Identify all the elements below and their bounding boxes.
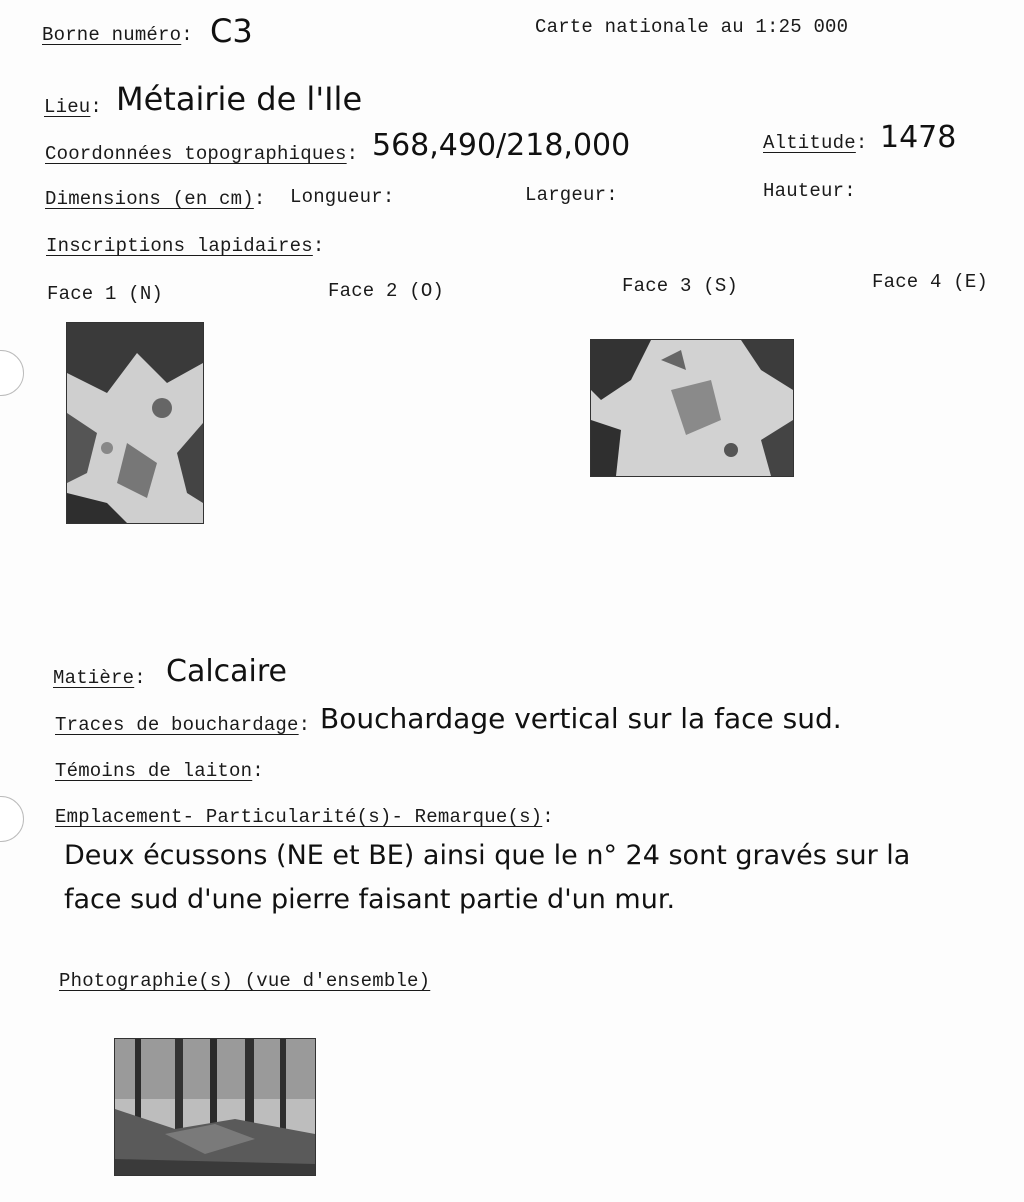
face-4-label: Face 4 (E) xyxy=(872,271,989,293)
coordonnees-value: 568,490/218,000 xyxy=(372,128,631,163)
coordonnees-row: Coordonnées topographiques: xyxy=(45,143,359,165)
photographie-label: Photographie(s) (vue d'ensemble) xyxy=(59,970,431,992)
bouchardage-row: Traces de bouchardage: xyxy=(55,714,311,736)
matiere-row: Matière: xyxy=(53,667,146,689)
punch-hole xyxy=(0,796,24,842)
borne-value: C3 xyxy=(210,12,253,50)
lieu-row: Lieu: xyxy=(44,96,103,118)
inscriptions-label: Inscriptions lapidaires xyxy=(46,235,313,257)
photographie-row xyxy=(59,970,430,992)
emplacement-label: Emplacement- Particularité(s)- Remarque(s) xyxy=(55,806,543,828)
borne-row: Borne numéro: xyxy=(42,24,193,46)
punch-hole xyxy=(0,350,24,396)
face-3-photo xyxy=(590,339,794,477)
matiere-value: Calcaire xyxy=(166,654,288,689)
altitude-row: Altitude: xyxy=(763,132,868,154)
longueur-label: Longueur: xyxy=(290,186,395,208)
face-2-label: Face 2 (O) xyxy=(328,280,445,302)
inscriptions-row: Inscriptions lapidaires: xyxy=(46,235,325,257)
largeur-label: Largeur: xyxy=(525,184,618,206)
temoins-label: Témoins de laiton xyxy=(55,760,253,782)
face-1-photo xyxy=(66,322,204,524)
altitude-label: Altitude xyxy=(763,132,856,154)
borne-label: Borne numéro xyxy=(42,24,182,46)
coordonnees-label: Coordonnées topographiques xyxy=(45,143,347,165)
dimensions-row: Dimensions (en cm): xyxy=(45,188,266,210)
hauteur-label: Hauteur: xyxy=(763,180,856,202)
overview-photo xyxy=(114,1038,316,1176)
bouchardage-label: Traces de bouchardage xyxy=(55,714,299,736)
dimensions-label: Dimensions (en cm) xyxy=(45,188,254,210)
altitude-value: 1478 xyxy=(880,120,957,155)
bouchardage-value: Bouchardage vertical sur la face sud. xyxy=(320,702,842,735)
lieu-value: Métairie de l'Ile xyxy=(116,80,363,118)
emplacement-row: Emplacement- Particularité(s)- Remarque(s): xyxy=(55,806,554,828)
emplacement-line-2: face sud d'une pierre faisant partie d'un mur. xyxy=(64,884,676,915)
face-3-label: Face 3 (S) xyxy=(622,275,739,297)
carte-nationale: Carte nationale au 1:25 000 xyxy=(535,16,849,38)
temoins-row: Témoins de laiton: xyxy=(55,760,264,782)
emplacement-line-1: Deux écussons (NE et BE) ainsi que le n° 24 sont gravés sur la xyxy=(64,840,911,871)
face-1-label: Face 1 (N) xyxy=(47,283,164,305)
matiere-label: Matière xyxy=(53,667,135,689)
lieu-label: Lieu xyxy=(44,96,91,118)
